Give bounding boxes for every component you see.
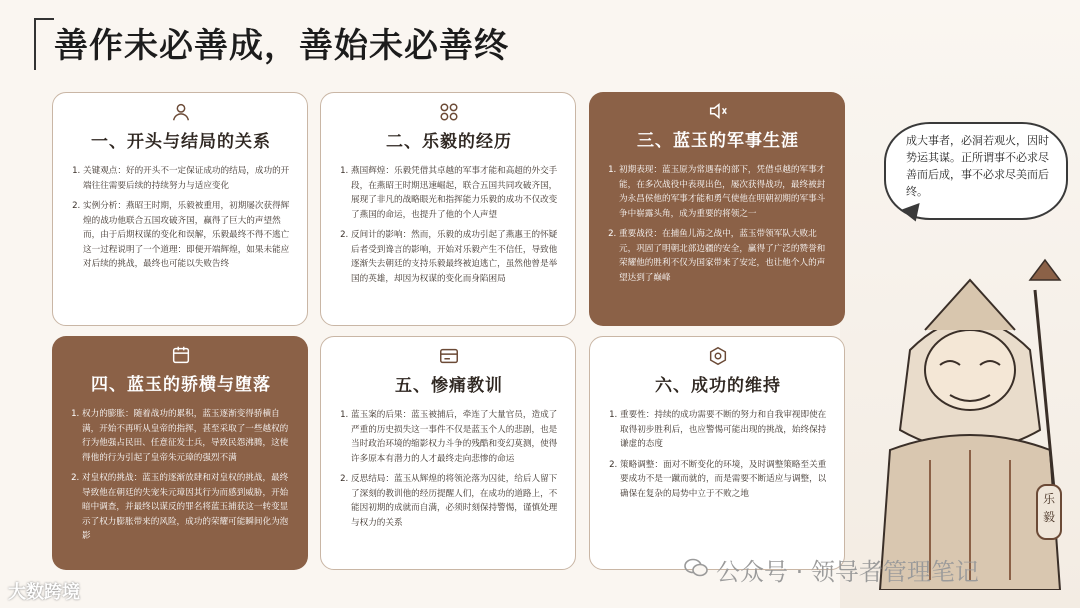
speaker-icon	[707, 100, 729, 122]
calendar-icon	[170, 344, 192, 366]
brand-logo: 大数跨境	[8, 582, 80, 603]
card-title: 三、蓝玉的军事生涯	[637, 131, 799, 151]
card-title: 二、乐毅的经历	[386, 132, 512, 152]
list-item: 1. 重要性：持续的成功需要不断的努力和自我审视即使在取得初步胜利后，也应警惕可能出现的挑战，始终保持谦虚的态度	[620, 408, 830, 452]
list-item: 1. 初期表现：蓝玉原为常遇春的部下，凭借卓越的军事才能，在多次战役中表现出色，屡次获得战功，最终被封为永昌侯他的军事才能和勇气使他在明朝初期的军事斗争中崭露头角，成为重要的将领之一	[619, 163, 831, 221]
card-2	[320, 92, 576, 326]
list-item: 1. 权力的膨胀：随着战功的累积，蓝玉逐渐变得骄横自满，开始不再听从皇帝的指挥，甚至采取了一些越权的行为他强占民田、任意征发士兵，导致民怨沸腾，这使得他的行为引起了皇帝朱元璋的强烈不满	[82, 407, 294, 465]
list-item: 1. 蓝玉案的后果：蓝玉被捕后，牵连了大量官员，造成了严重的历史损失这一事件不仅是蓝玉个人的悲剧，也是当时政治环境的缩影权力斗争的残酷和变幻莫测，使得许多原本有潜力的人才最终走向悲惨的命运	[351, 408, 561, 466]
page-title: 善作未必善成，善始未必善终	[54, 26, 509, 66]
card-4	[52, 336, 308, 570]
card-3	[589, 92, 845, 326]
card-title: 六、成功的维持	[655, 376, 781, 396]
card-list	[605, 163, 831, 285]
quote-text: 成大事者，必洞若观火，因时势运其谋。正所谓事不必求尽善而后成，事不必求尽美而后终。	[906, 134, 1049, 198]
list-item: 1. 关键观点：好的开头不一定保证成功的结局，成功的开端往往需要后续的持续努力与适应变化	[83, 164, 293, 193]
card-list	[337, 164, 561, 286]
card-title: 一、开头与结局的关系	[91, 132, 271, 152]
list-item: 2. 对皇权的挑战：蓝玉的逐渐放肆和对皇权的挑战，最终导致他在朝廷的失宠朱元璋因其行为而感到威胁，开始暗中调查，并最终以谋反的罪名将蓝玉捕获这一转变显示了权力膨胀带来的风险，成功的荣耀可能瞬间化为泡影	[82, 471, 294, 544]
card-icon	[438, 345, 460, 367]
card-list	[606, 408, 830, 501]
warrior-illustration	[870, 250, 1070, 590]
list-item: 2. 反思结局：蓝玉从辉煌的将领沦落为囚徒，给后人留下了深刻的教训他的经历提醒人们，在成功的道路上，不能因初期的成就而自满，必须时刻保持警惕，谨慎处理与权力的关系	[351, 472, 561, 530]
list-item: 1. 燕国辉煌：乐毅凭借其卓越的军事才能和高超的外交手段，在燕昭王时期迅速崛起，联合五国共同攻破齐国，展现了非凡的战略眼光和指挥能力乐毅的成功不仅改变了燕国的命运，也提升了他的个人声望	[351, 164, 561, 222]
card-list	[68, 407, 294, 544]
list-item: 2. 反间计的影响：然而，乐毅的成功引起了燕惠王的怀疑后者受到谗言的影响，开始对乐毅产生不信任，导致他逐渐失去朝廷的支持乐毅最终被迫逃亡，虽然他曾是举国的英雄，却因为权谋的变化而身陷困局	[351, 228, 561, 286]
card-title: 五、惨痛教训	[395, 376, 503, 396]
card-list	[69, 164, 293, 272]
card-5	[320, 336, 576, 570]
wechat-icon	[684, 558, 708, 578]
hexagon-icon	[707, 345, 729, 367]
card-1	[52, 92, 308, 326]
list-item: 2. 重要战役：在捕鱼儿海之战中，蓝玉带领军队大败北元，巩固了明朝北部边疆的安全，赢得了广泛的赞誉和荣耀他的胜利不仅为国家带来了安定，也让他个人的声望达到了巅峰	[619, 227, 831, 285]
card-list	[337, 408, 561, 530]
grid-icon	[438, 101, 460, 123]
name-seal: 乐毅	[1036, 484, 1062, 540]
card-6	[589, 336, 845, 570]
list-item: 2. 实例分析：燕昭王时期，乐毅被重用，初期屡次获得辉煌的战功他联合五国攻破齐国，赢得了巨大的声望然而，由于后期权谋的变化和误解，乐毅最终不得不逃亡这一过程说明了一个道理：即便开端辉煌，如果未能应对后续的挑战，最终也可能以失败告终	[83, 199, 293, 272]
title-bracket	[34, 18, 54, 70]
card-title: 四、蓝玉的骄横与堕落	[91, 375, 271, 395]
watermark: 公众号 · 领导者管理笔记	[716, 558, 979, 586]
list-item: 2. 策略调整：面对不断变化的环境，及时调整策略至关重要成功不是一蹴而就的，而是需要不断适应与调整，以确保在复杂的局势中立于不败之地	[620, 458, 830, 502]
person-icon	[170, 101, 192, 123]
